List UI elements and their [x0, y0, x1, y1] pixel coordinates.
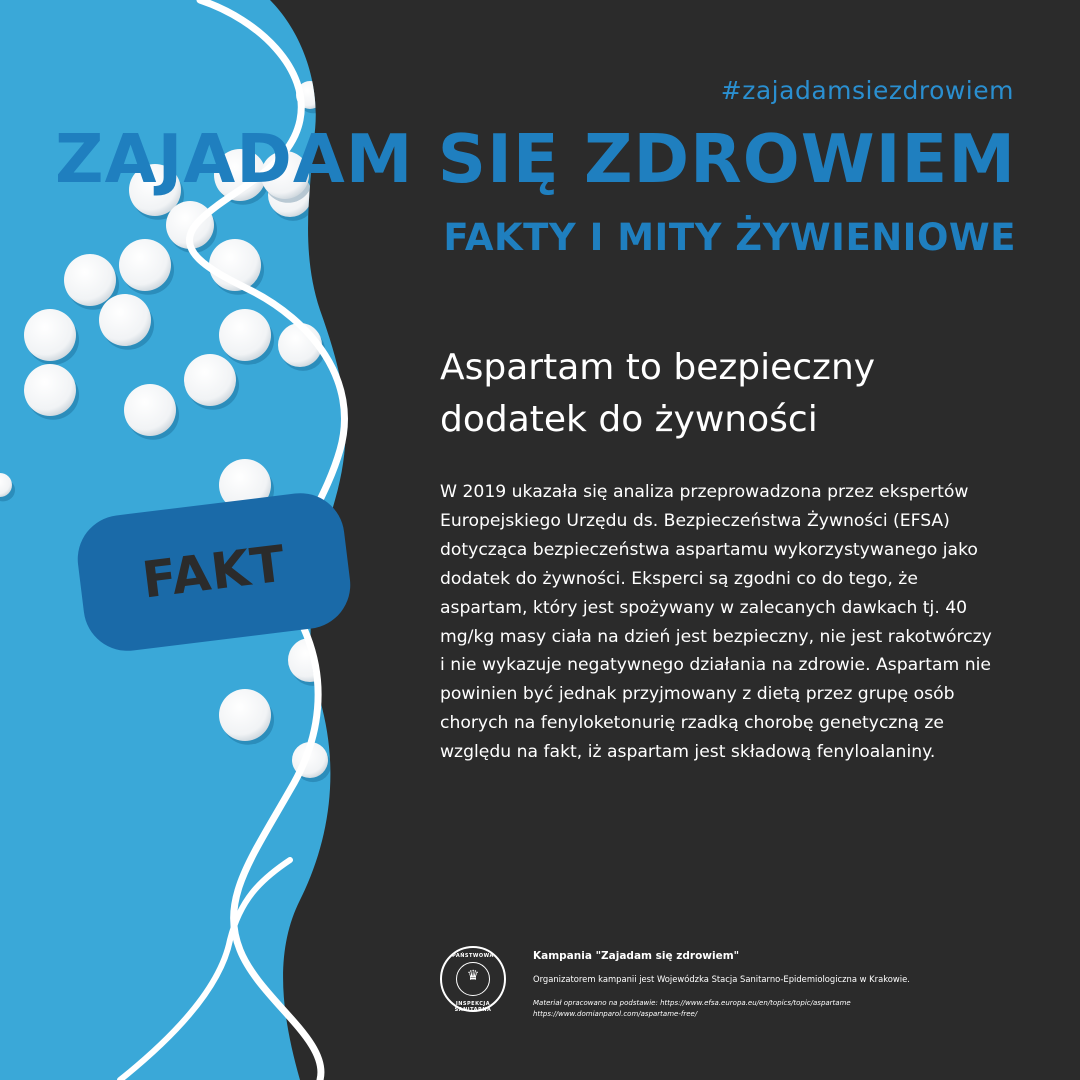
pill-icon	[24, 364, 76, 416]
page-subtitle: FAKTY I MITY ŻYWIENIOWE	[443, 216, 1016, 259]
pill-icon	[124, 384, 176, 436]
fakt-label: FAKT	[139, 534, 289, 610]
eagle-icon: ♛	[466, 968, 480, 984]
logo-text-bottom: INSPEKCJA SANITARNA	[454, 1001, 492, 1013]
pill-icon	[184, 354, 236, 406]
organizer-text: Organizatorem kampanii jest Wojewódzka Stacja Sanitarno-Epidemiologiczna w Krakowie.	[533, 974, 910, 984]
campaign-title: Kampania "Zajadam się zdrowiem"	[533, 950, 740, 962]
sources-line-2: https://www.domianparol.com/aspartame-free/	[533, 1010, 698, 1018]
hashtag: #zajadamsiezdrowiem	[720, 76, 1014, 105]
logo-text-top: PAŃSTWOWA	[452, 953, 494, 959]
claim-headline: Aspartam to bezpieczny dodatek do żywności	[440, 347, 876, 440]
sources-line-1: Materiał opracowano na podstawie: https://www.efsa.europa.eu/en/topics/topic/aspartame	[533, 999, 851, 1007]
pill-icon	[219, 689, 271, 741]
pill-icon	[219, 309, 271, 361]
pill-icon	[64, 254, 116, 306]
sources-text	[533, 998, 851, 1020]
body-text: W 2019 ukazała się analiza przeprowadzona przez ekspertów Europejskiego Urzędu ds. Bezpieczeństwa Żywności (EFSA) dotycząca bezpieczeństwa aspartamu wykorzystywanego jako dodatek do żywności. Eksperci są zgodni co do tego, że aspartam, który jest spożywany w zalecanych dawkach tj. 40 mg/kg masy ciała na dzień jest bezpieczny, nie jest rakotwórczy i nie wykazuje negatywnego działania na zdrowie. Aspartam nie powinien być jednak przyjmowany z dietą przez grupę osób chorych na fenyloketonurię rzadką chorobę genetyczną ze względu na fakt, iż aspartam jest składową fenyloalaniny.	[440, 482, 992, 763]
seal-logo-icon	[440, 946, 506, 1012]
pill-icon	[24, 309, 76, 361]
pill-icon	[99, 294, 151, 346]
pill-icon	[119, 239, 171, 291]
page-title: ZAJADAM SIĘ ZDROWIEM	[55, 120, 1016, 198]
